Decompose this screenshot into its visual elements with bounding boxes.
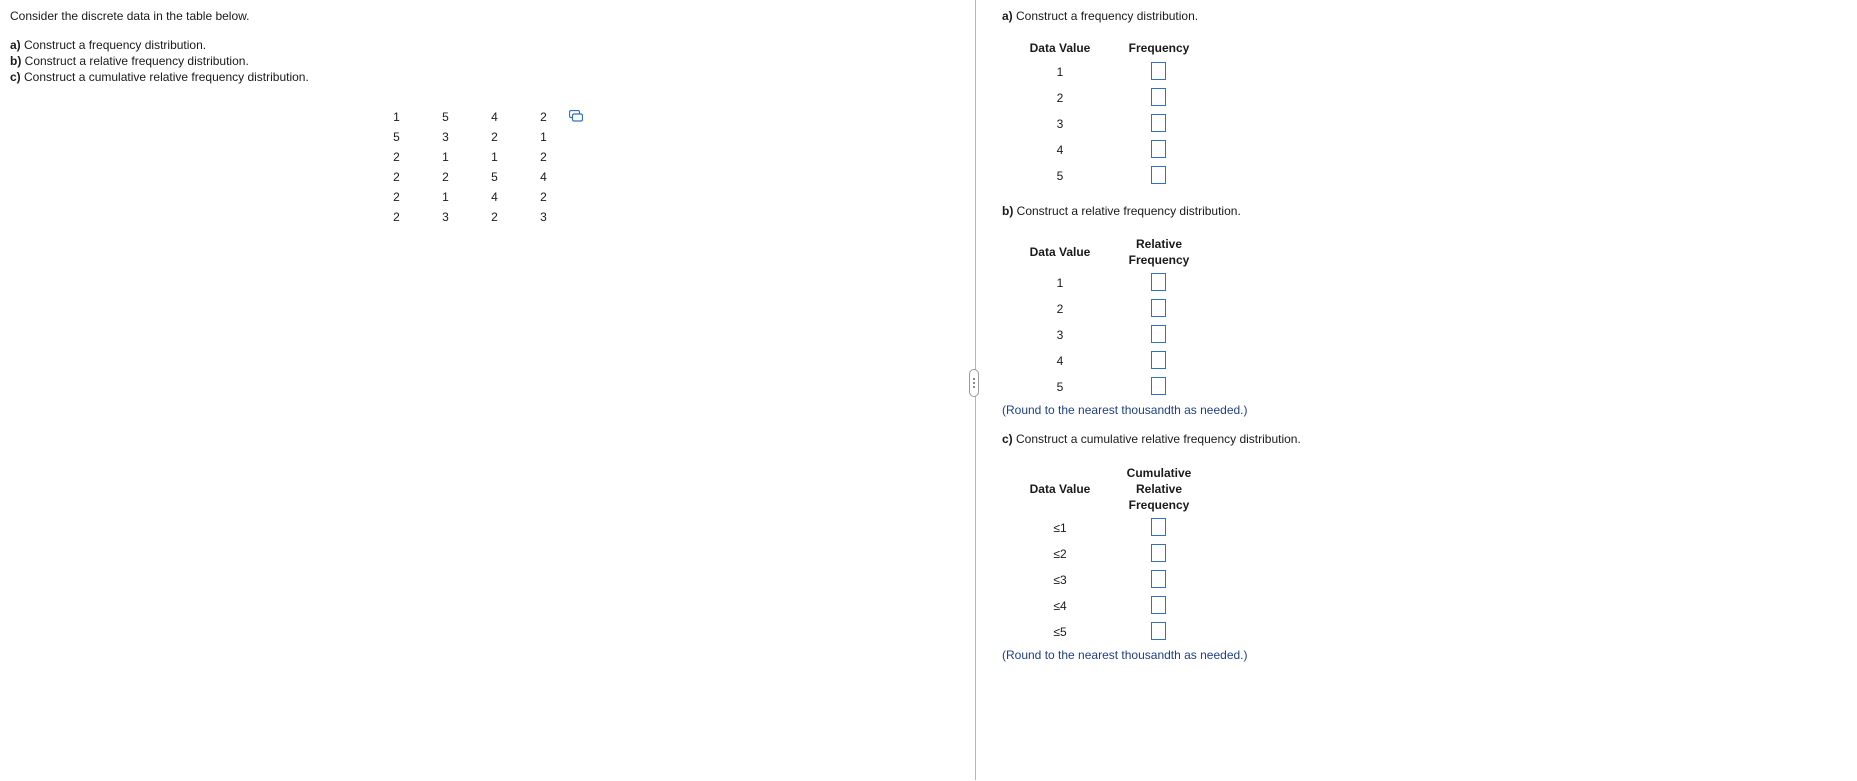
- table-cell: 1: [491, 150, 498, 164]
- section-c-value-header: Data Value: [1029, 482, 1091, 496]
- frequency-input[interactable]: [1151, 62, 1166, 80]
- cumulative-frequency-input[interactable]: [1151, 570, 1166, 588]
- table-cell: 1: [540, 130, 547, 144]
- question-part-c: c) Construct a cumulative relative frequency distribution.: [10, 70, 309, 84]
- section-c-data-value: ≤3: [1053, 573, 1067, 587]
- question-intro: Consider the discrete data in the table below.: [10, 9, 250, 23]
- section-c-data-value: ≤5: [1053, 625, 1067, 639]
- table-cell: 3: [540, 210, 547, 224]
- section-a-data-value: 2: [1056, 91, 1064, 105]
- section-c-data-value: ≤2: [1053, 547, 1067, 561]
- section-a-value-header: Data Value: [1029, 41, 1091, 55]
- table-cell: 2: [540, 150, 547, 164]
- table-cell: 1: [393, 110, 400, 124]
- answer-pane: [978, 0, 1857, 781]
- section-b-data-value: 5: [1056, 380, 1064, 394]
- frequency-input[interactable]: [1151, 140, 1166, 158]
- cumulative-frequency-input[interactable]: [1151, 596, 1166, 614]
- cumulative-frequency-input[interactable]: [1151, 544, 1166, 562]
- relative-frequency-input[interactable]: [1151, 351, 1166, 369]
- section-a-data-value: 5: [1056, 169, 1064, 183]
- relative-frequency-input[interactable]: [1151, 377, 1166, 395]
- table-cell: 2: [442, 170, 449, 184]
- table-row: [372, 167, 568, 187]
- table-cell: 1: [442, 150, 449, 164]
- data-table: [372, 107, 568, 227]
- question-part-b: b) Construct a relative frequency distribution.: [10, 54, 249, 68]
- section-c-data-value: ≤4: [1053, 599, 1067, 613]
- table-cell: 4: [491, 190, 498, 204]
- section-b-rounding-note: (Round to the nearest thousandth as needed.): [1002, 403, 1248, 417]
- section-b-data-value: 3: [1056, 328, 1064, 342]
- relative-frequency-input[interactable]: [1151, 325, 1166, 343]
- section-c-data-value: ≤1: [1053, 521, 1067, 535]
- table-cell: 3: [442, 210, 449, 224]
- frequency-input[interactable]: [1151, 166, 1166, 184]
- table-row: [372, 207, 568, 227]
- question-part-a: a) Construct a frequency distribution.: [10, 38, 207, 52]
- table-cell: 4: [491, 110, 498, 124]
- table-row: [372, 107, 568, 127]
- table-row: [372, 147, 568, 167]
- table-cell: 2: [393, 210, 400, 224]
- section-b-data-value: 1: [1056, 276, 1064, 290]
- section-c-rounding-note: (Round to the nearest thousandth as needed.): [1002, 648, 1248, 662]
- section-c-cumulative-header: Cumulative Relative Frequency: [1126, 466, 1192, 512]
- table-cell: 4: [540, 170, 547, 184]
- section-a-data-value: 4: [1056, 143, 1064, 157]
- table-row: [372, 127, 568, 147]
- table-cell: 2: [540, 110, 547, 124]
- table-cell: 2: [491, 210, 498, 224]
- table-cell: 3: [442, 130, 449, 144]
- cumulative-frequency-input[interactable]: [1151, 622, 1166, 640]
- section-b-value-header: Data Value: [1029, 245, 1091, 259]
- table-cell: 5: [491, 170, 498, 184]
- table-cell: 2: [491, 130, 498, 144]
- relative-frequency-input[interactable]: [1151, 299, 1166, 317]
- section-a-data-value: 3: [1056, 117, 1064, 131]
- section-b-data-value: 4: [1056, 354, 1064, 368]
- section-a-data-value: 1: [1056, 65, 1064, 79]
- table-cell: 1: [442, 190, 449, 204]
- table-cell: 2: [540, 190, 547, 204]
- question-parts: [10, 37, 309, 85]
- relative-frequency-input[interactable]: [1151, 273, 1166, 291]
- table-cell: 2: [393, 150, 400, 164]
- section-b-relative-frequency-header: Relative Frequency: [1128, 237, 1190, 267]
- copy-data-icon[interactable]: [569, 110, 583, 122]
- section-b-title: b) Construct a relative frequency distribution.: [1002, 204, 1241, 218]
- section-c-title: c) Construct a cumulative relative frequency distribution.: [1002, 432, 1301, 446]
- table-cell: 2: [393, 190, 400, 204]
- table-row: [372, 187, 568, 207]
- table-cell: 5: [442, 110, 449, 124]
- frequency-input[interactable]: [1151, 114, 1166, 132]
- cumulative-frequency-input[interactable]: [1151, 518, 1166, 536]
- section-a-frequency-header: Frequency: [1128, 41, 1190, 55]
- table-cell: 2: [393, 170, 400, 184]
- frequency-input[interactable]: [1151, 88, 1166, 106]
- table-cell: 5: [393, 130, 400, 144]
- section-a-title: a) Construct a frequency distribution.: [1002, 9, 1199, 23]
- section-b-data-value: 2: [1056, 302, 1064, 316]
